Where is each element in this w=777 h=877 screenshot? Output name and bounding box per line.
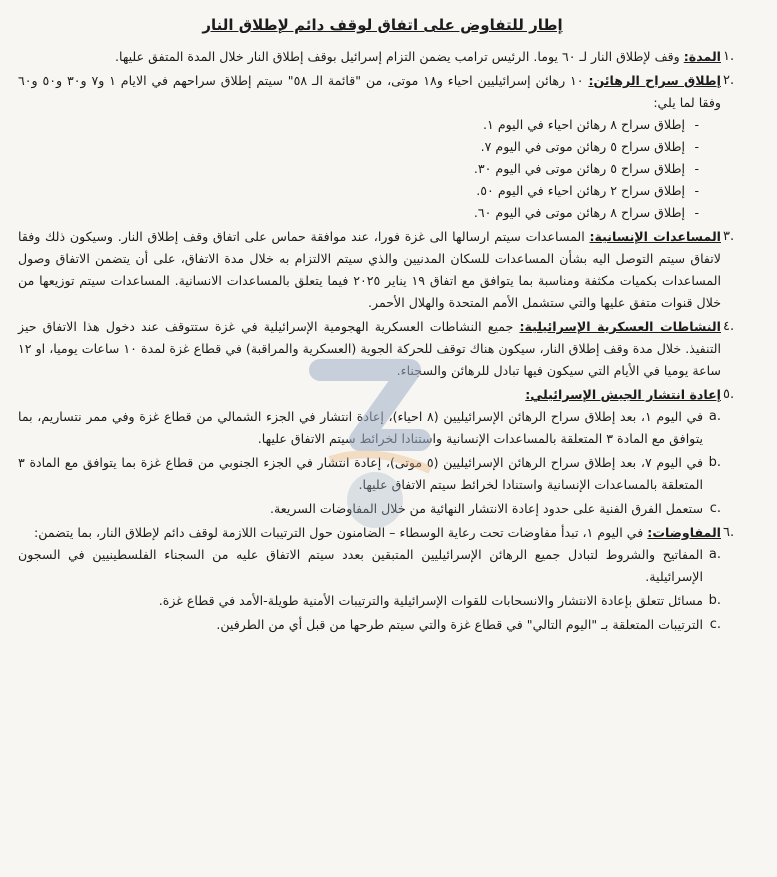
document-title: إطار للتفاوض على اتفاق لوقف دائم لإطلاق النار [202,16,563,34]
list-item: - إطلاق سراح ٥ رهائن موتى في اليوم ٣٠. [18,158,699,180]
section-5 [18,384,747,520]
item-letter: c. [709,617,721,632]
section-2 [18,70,747,224]
item-letter: b. [708,593,721,608]
item-text: الترتيبات المتعلقة بـ "اليوم التالي" في قطاع غزة والتي سيتم طرحها من قبل أي من الطرفين. [216,617,703,632]
section-3 [18,226,747,314]
section-heading: المساعدات الإنسانية: [589,229,721,244]
section-4 [18,316,747,382]
list-item [18,406,721,450]
hostage-release-list [18,114,721,224]
section-number: ١. [723,49,735,64]
section-heading: النشاطات العسكرية الإسرائيلية: [519,319,721,334]
section-body [18,46,721,68]
item-letter: c. [709,501,721,516]
section-number: ٦. [723,525,735,540]
item-text: مسائل تتعلق بإعادة الانتشار والانسحابات للقوات الإسرائيلية والترتيبات الأمنية طويلة-الأمد في قطاع غزة. [158,593,703,608]
section-body [18,70,721,114]
section-text: جميع النشاطات العسكرية الهجومية الإسرائيلية في غزة ستتوقف عند دخول هذا الاتفاق حيز التنفيذ. خلال مدة وقف إطلاق النار، سيكون هناك توقف للحركة الجوية (العسكرية والمراقبة) في قطاع غزة لمدة ١٠ ساعات يوميا، او ١٢ ساعة يوميا في الأيام التي سيكون فيها تبادل للرهائن والسجناء. [18,319,721,378]
section-number: ٥. [723,387,735,402]
section-number: ٢. [723,73,735,88]
list-item: - إطلاق سراح ٨ رهائن احياء في اليوم ١. [18,114,699,136]
section-text: ١٠ رهائن إسرائيليين احياء و١٨ موتى، من "قائمة الـ ٥٨" سيتم إطلاق سراحهم في الايام ١ و٧ و٣٠ و٥٠ و٦٠ وفقا لما يلي: [18,73,721,110]
list-item [18,544,721,588]
item-text: في اليوم ١، بعد إطلاق سراح الرهائن الإسرائيليين (٨ احياء)، إعادة انتشار في الجزء الشمالي من قطاع غزة وفي ممر نتساريم، بما يتوافق مع المادة ٣ المتعلقة بالمساعدات الإنسانية واستنادا لخرائط سيتم الاتفاق عليها. [18,409,704,446]
list-item [18,590,721,612]
item-text: ستعمل الفرق الفنية على حدود إعادة الانتشار النهائية من خلال المفاوضات السريعة. [270,501,703,516]
list-item: - إطلاق سراح ٢ رهائن احياء في اليوم ٥٠. [18,180,699,202]
section-body [18,384,721,406]
section-heading: المدة: [683,49,721,64]
section-text: وقف لإطلاق النار لـ ٦٠ يوما. الرئيس ترامب يضمن التزام إسرائيل بوقف إطلاق النار خلال المدة المتفق عليها. [114,49,680,64]
item-text: المفاتيح والشروط لتبادل جميع الرهائن الإسرائيليين المتبقين بعدد سيتم الاتفاق عليه من السجناء الفلسطينيين في السجون الإسرائيلية. [18,547,703,584]
section-number: ٤. [723,319,735,334]
list-item: - إطلاق سراح ٥ رهائن موتى في اليوم ٧. [18,136,699,158]
negotiations-list [18,544,721,636]
section-number: ٣. [723,229,735,244]
item-letter: a. [708,409,721,424]
item-letter: b. [708,455,721,470]
section-heading: إطلاق سراح الرهائن: [588,73,721,88]
list-item [18,498,721,520]
section-heading: المفاوضات: [647,525,721,540]
list-item [18,614,721,636]
section-text: المساعدات سيتم ارسالها الى غزة فورا، عند موافقة حماس على اتفاق وقف إطلاق النار. وسيكون ذلك وفقا لاتفاق سيتم التوصل اليه بشأن المساعدات للسكان المدنيين والذي سيتم الالتزام به خلال مدة الاتفاق، على أن يتضمن الاتفاق وصول المساعدات بكميات مكثفة ومناسبة بما يتوافق مع اتفاق ١٩ يناير ٢٠٢٥ فيما يتعلق بالمساعدات الانسانية. المساعدات سيتم توزيعها من خلال قنوات متفق عليها والتي ستشمل الأمم المتحدة والهلال الأحمر. [18,229,722,310]
section-1 [18,46,747,68]
list-item [18,452,721,496]
section-text: في اليوم ١، تبدأ مفاوضات تحت رعاية الوسطاء – الضامنون حول الترتيبات اللازمة لوقف دائم لإطلاق النار، بما يتضمن: [34,525,644,540]
item-letter: a. [708,547,721,562]
section-heading: إعادة انتشار الجيش الإسرائيلي: [525,387,721,402]
item-text: في اليوم ٧، بعد إطلاق سراح الرهائن الإسرائيليين (٥ موتى)، إعادة انتشار في الجزء الجنوبي من قطاع غزة بما يتوافق مع المادة ٣ المتعلقة بالمساعدات الإنسانية واستنادا لخرائط سيتم الاتفاق عليها. [18,455,704,492]
section-body [18,316,721,382]
section-body [18,226,721,314]
section-body [18,522,721,544]
section-6 [18,522,747,636]
redeployment-list [18,406,721,520]
list-item: - إطلاق سراح ٨ رهائن موتى في اليوم ٦٠. [18,202,699,224]
